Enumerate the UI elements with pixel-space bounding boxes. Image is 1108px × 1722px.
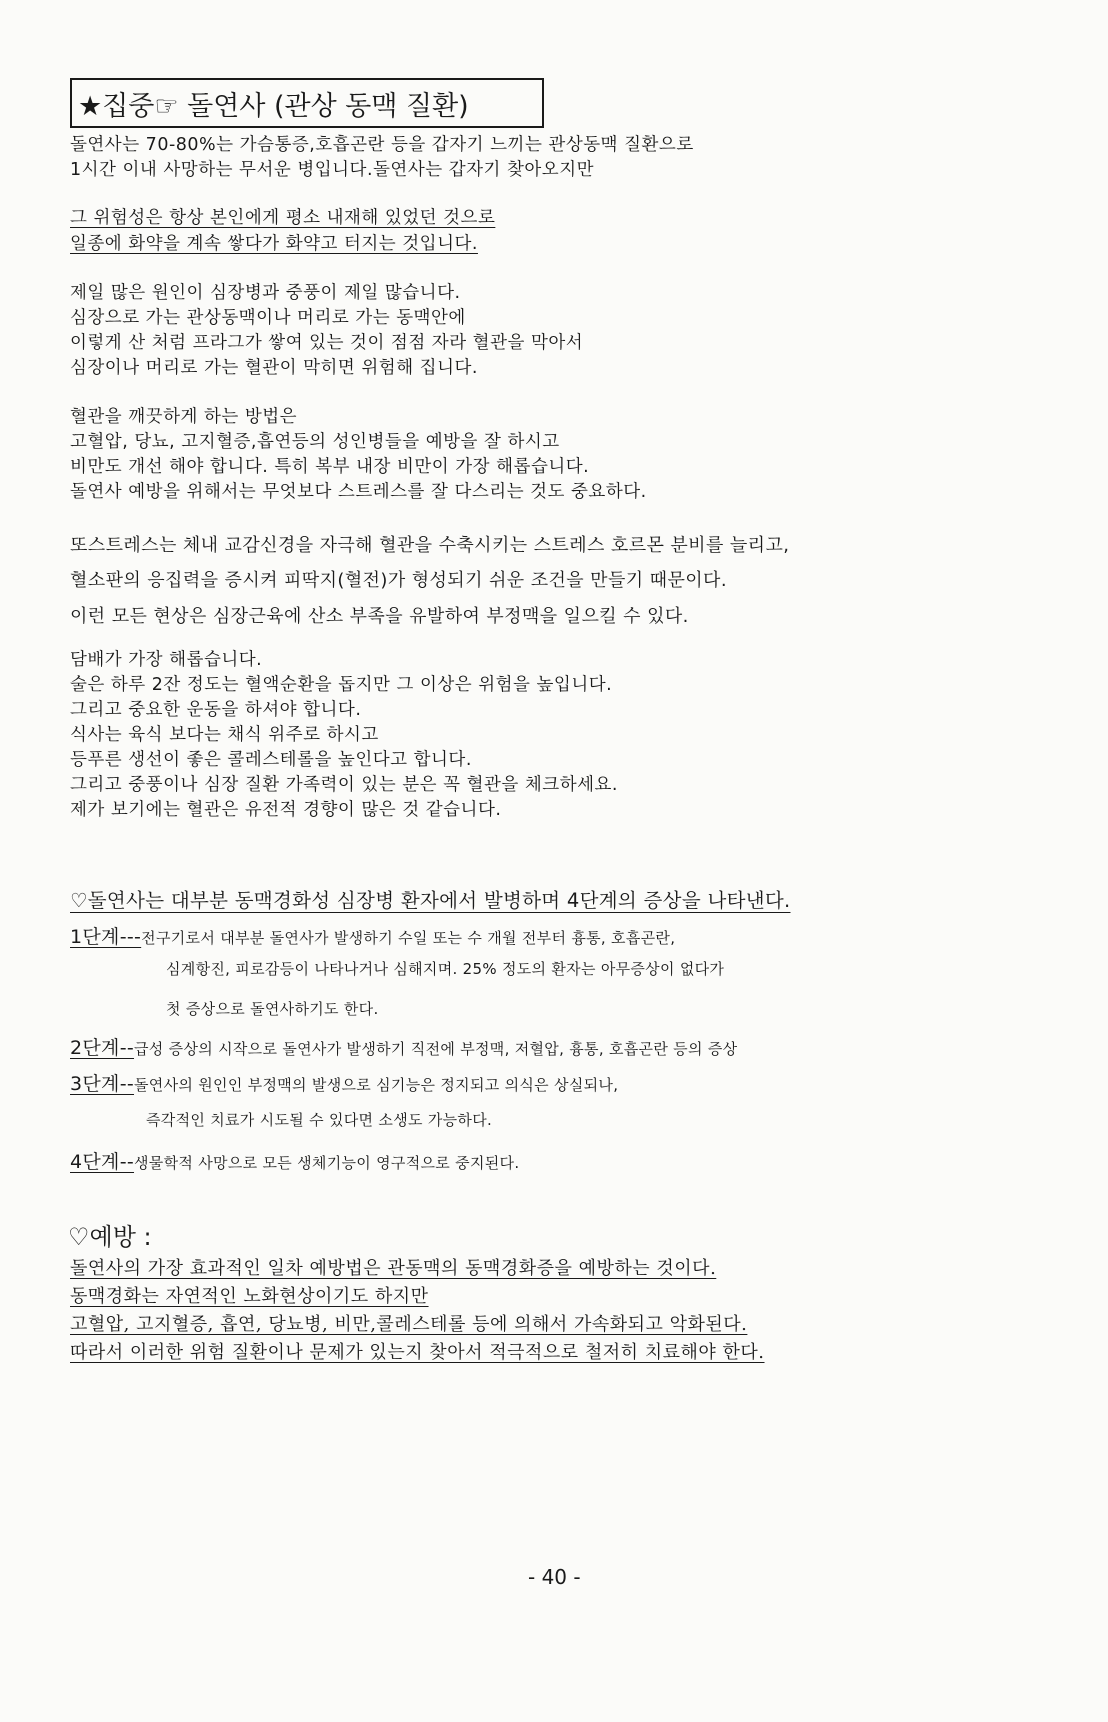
lifestyle-line-6: 그리고 중풍이나 심장 질환 가족력이 있는 분은 꼭 혈관을 체크하세요. <box>70 775 618 795</box>
stage-4-line-1: 생물학적 사망으로 모든 생체기능이 영구적으로 중지된다. <box>134 1154 520 1172</box>
stage-3 <box>70 1075 618 1094</box>
prevention-line-2: 동맥경화는 자연적인 노화현상이기도 하지만 <box>70 1286 429 1307</box>
section-title: ★집중☞ 돌연사 (관상 동맥 질환) <box>70 78 544 128</box>
prevention-line-1: 돌연사의 가장 효과적인 일차 예방법은 관동맥의 동맥경화증을 예방하는 것이다. <box>70 1258 717 1279</box>
stage-1-line-3: 첫 증상으로 돌연사하기도 한다. <box>166 1000 379 1018</box>
methods-line-3: 비만도 개선 해야 합니다. 특히 복부 내장 비만이 가장 해롭습니다. <box>70 457 590 477</box>
stage-4 <box>70 1153 519 1172</box>
methods-line-4: 돌연사 예방을 위해서는 무엇보다 스트레스를 잘 다스리는 것도 중요하다. <box>70 482 647 502</box>
stage-2-line-1: 급성 증상의 시작으로 돌연사가 발생하기 직전에 부정맥, 저혈압, 흉통, 호흡곤란 등의 증상 <box>134 1040 738 1058</box>
causes-line-4: 심장이나 머리로 가는 혈관이 막히면 위험해 집니다. <box>70 358 478 378</box>
lifestyle-line-2: 술은 하루 2잔 정도는 혈액순환을 돕지만 그 이상은 위험을 높입니다. <box>70 675 613 695</box>
lifestyle-line-1: 담배가 가장 해롭습니다. <box>70 650 263 670</box>
causes-line-3: 이렇게 산 처럼 프라그가 쌓여 있는 것이 점점 자라 혈관을 막아서 <box>70 333 584 353</box>
danger-line-2: 일종에 화약을 계속 쌓다가 화약고 터지는 것입니다. <box>70 234 478 254</box>
stage-1-line-2: 심계항진, 피로감등이 나타나거나 심해지며. 25% 정도의 환자는 아무증상이 없다가 <box>166 960 725 978</box>
lifestyle-line-7: 제가 보기에는 혈관은 유전적 경향이 많은 것 같습니다. <box>70 800 502 820</box>
lifestyle-line-5: 등푸른 생선이 좋은 콜레스테롤을 높인다고 합니다. <box>70 750 472 770</box>
stages-heading: ♡돌연사는 대부분 동맥경화성 심장병 환자에서 발병하며 4단계의 증상을 나타낸다. <box>70 889 791 912</box>
page-number: - 40 - <box>528 1565 581 1589</box>
stage-1 <box>70 928 675 947</box>
stress-line-2: 혈소판의 응집력을 증시켜 피딱지(혈전)가 형성되기 쉬운 조건을 만들기 때문이다. <box>70 570 727 591</box>
intro-line-2: 1시간 이내 사망하는 무서운 병입니다.돌연사는 갑자기 찾아오지만 <box>70 160 595 180</box>
methods-line-2: 고혈압, 당뇨, 고지혈증,흡연등의 성인병들을 예방을 잘 하시고 <box>70 432 560 452</box>
stage-3-line-2: 즉각적인 치료가 시도될 수 있다면 소생도 가능하다. <box>146 1111 493 1129</box>
intro-line-1: 돌연사는 70-80%는 가슴통증,호흡곤란 등을 갑자기 느끼는 관상동맥 질환으로 <box>70 135 694 155</box>
stage-1-line-1: 전구기로서 대부분 돌연사가 발생하기 수일 또는 수 개월 전부터 흉통, 호흡곤란, <box>141 929 676 947</box>
prevention-line-3: 고혈압, 고지혈증, 흡연, 당뇨병, 비만,콜레스테롤 등에 의해서 가속화되고 악화된다. <box>70 1314 748 1335</box>
prevention-line-4: 따라서 이러한 위험 질환이나 문제가 있는지 찾아서 적극적으로 철저히 치료해야 한다. <box>70 1342 765 1363</box>
lifestyle-line-3: 그리고 중요한 운동을 하셔야 합니다. <box>70 700 362 720</box>
stage-1-label: 1단계--- <box>70 926 142 948</box>
prevention-heading: ♡예방 : <box>68 1223 152 1251</box>
stage-4-label: 4단계-- <box>70 1151 135 1173</box>
causes-line-2: 심장으로 가는 관상동맥이나 머리로 가는 동맥안에 <box>70 308 466 328</box>
stress-line-3: 이런 모든 현상은 심장근육에 산소 부족을 유발하여 부정맥을 일으킬 수 있다. <box>70 606 689 627</box>
stage-2-label: 2단계-- <box>70 1037 135 1059</box>
stage-3-line-1: 돌연사의 원인인 부정맥의 발생으로 심기능은 정지되고 의식은 상실되나, <box>134 1076 619 1094</box>
lifestyle-line-4: 식사는 육식 보다는 채식 위주로 하시고 <box>70 725 379 745</box>
stress-line-1: 또스트레스는 체내 교감신경을 자극해 혈관을 수축시키는 스트레스 호르몬 분비를 늘리고, <box>70 535 790 556</box>
danger-line-1: 그 위험성은 항상 본인에게 평소 내재해 있었던 것으로 <box>70 208 496 228</box>
stage-2 <box>70 1039 737 1058</box>
methods-line-1: 혈관을 깨끗하게 하는 방법은 <box>70 407 298 427</box>
stage-3-label: 3단계-- <box>70 1073 135 1095</box>
causes-line-1: 제일 많은 원인이 심장병과 중풍이 제일 많습니다. <box>70 283 461 303</box>
